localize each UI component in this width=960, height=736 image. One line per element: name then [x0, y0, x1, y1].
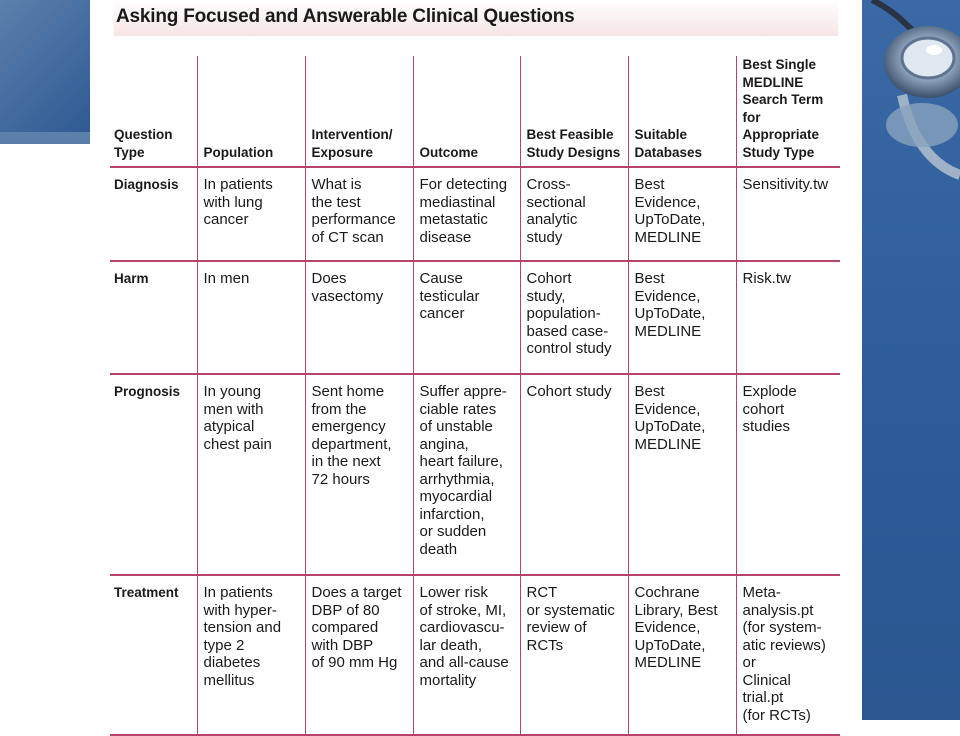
cell-databases: Best Evidence, UpToDate, MEDLINE	[628, 374, 736, 575]
cell-databases: Cochrane Library, Best Evidence, UpToDate, MEDLINE	[628, 575, 736, 735]
column-header-study-designs: Best Feasible Study Designs	[520, 56, 628, 167]
slide-background-left-band	[0, 0, 90, 132]
cell-intervention: What is the test performance of CT scan	[305, 167, 413, 261]
table-row	[110, 167, 840, 261]
cell-search-term: Explode cohort studies	[736, 374, 840, 575]
cell-intervention: Does a target DBP of 80 compared with DBP of 90 mm Hg	[305, 575, 413, 735]
table-row	[110, 374, 840, 575]
cell-search-term: Sensitivity.tw	[736, 167, 840, 261]
cell-study-design: Cross- sectional analytic study	[520, 167, 628, 261]
cell-intervention: Does vasectomy	[305, 261, 413, 374]
stethoscope-image	[862, 0, 960, 190]
cell-outcome: Lower risk of stroke, MI, cardiovascu- lar death, and all-cause mortality	[413, 575, 520, 735]
cell-outcome: Cause testicular cancer	[413, 261, 520, 374]
row-question-type: Treatment	[110, 575, 197, 735]
page-title: Asking Focused and Answerable Clinical Questions	[116, 6, 575, 27]
table-row	[110, 261, 840, 374]
column-header-question-type: Question Type	[110, 56, 197, 167]
cell-outcome: Suffer appre- ciable rates of unstable angina, heart failure, arrhythmia, myocardial infarction, or sudden death	[413, 374, 520, 575]
cell-population: In patients with hyper- tension and type 2 diabetes mellitus	[197, 575, 305, 735]
table-row	[110, 575, 840, 735]
cell-population: In men	[197, 261, 305, 374]
column-header-search-term: Best Single MEDLINE Search Term for Appropriate Study Type	[736, 56, 840, 167]
clinical-questions-table	[110, 56, 840, 736]
row-question-type: Diagnosis	[110, 167, 197, 261]
column-header-outcome: Outcome	[413, 56, 520, 167]
table-header-row	[110, 56, 840, 167]
row-question-type: Harm	[110, 261, 197, 374]
slide-content	[90, 0, 862, 724]
cell-study-design: Cohort study, population- based case- control study	[520, 261, 628, 374]
cell-population: In young men with atypical chest pain	[197, 374, 305, 575]
cell-study-design: Cohort study	[520, 374, 628, 575]
row-question-type: Prognosis	[110, 374, 197, 575]
column-header-databases: Suitable Databases	[628, 56, 736, 167]
cell-population: In patients with lung cancer	[197, 167, 305, 261]
column-header-population: Population	[197, 56, 305, 167]
cell-databases: Best Evidence, UpToDate, MEDLINE	[628, 261, 736, 374]
cell-databases: Best Evidence, UpToDate, MEDLINE	[628, 167, 736, 261]
cell-outcome: For detecting mediastinal metastatic disease	[413, 167, 520, 261]
cell-search-term: Risk.tw	[736, 261, 840, 374]
cell-search-term: Meta- analysis.pt (for system- atic reviews) or Clinical trial.pt (for RCTs)	[736, 575, 840, 735]
column-header-intervention: Intervention/ Exposure	[305, 56, 413, 167]
cell-study-design: RCT or systematic review of RCTs	[520, 575, 628, 735]
cell-intervention: Sent home from the emergency department, in the next 72 hours	[305, 374, 413, 575]
